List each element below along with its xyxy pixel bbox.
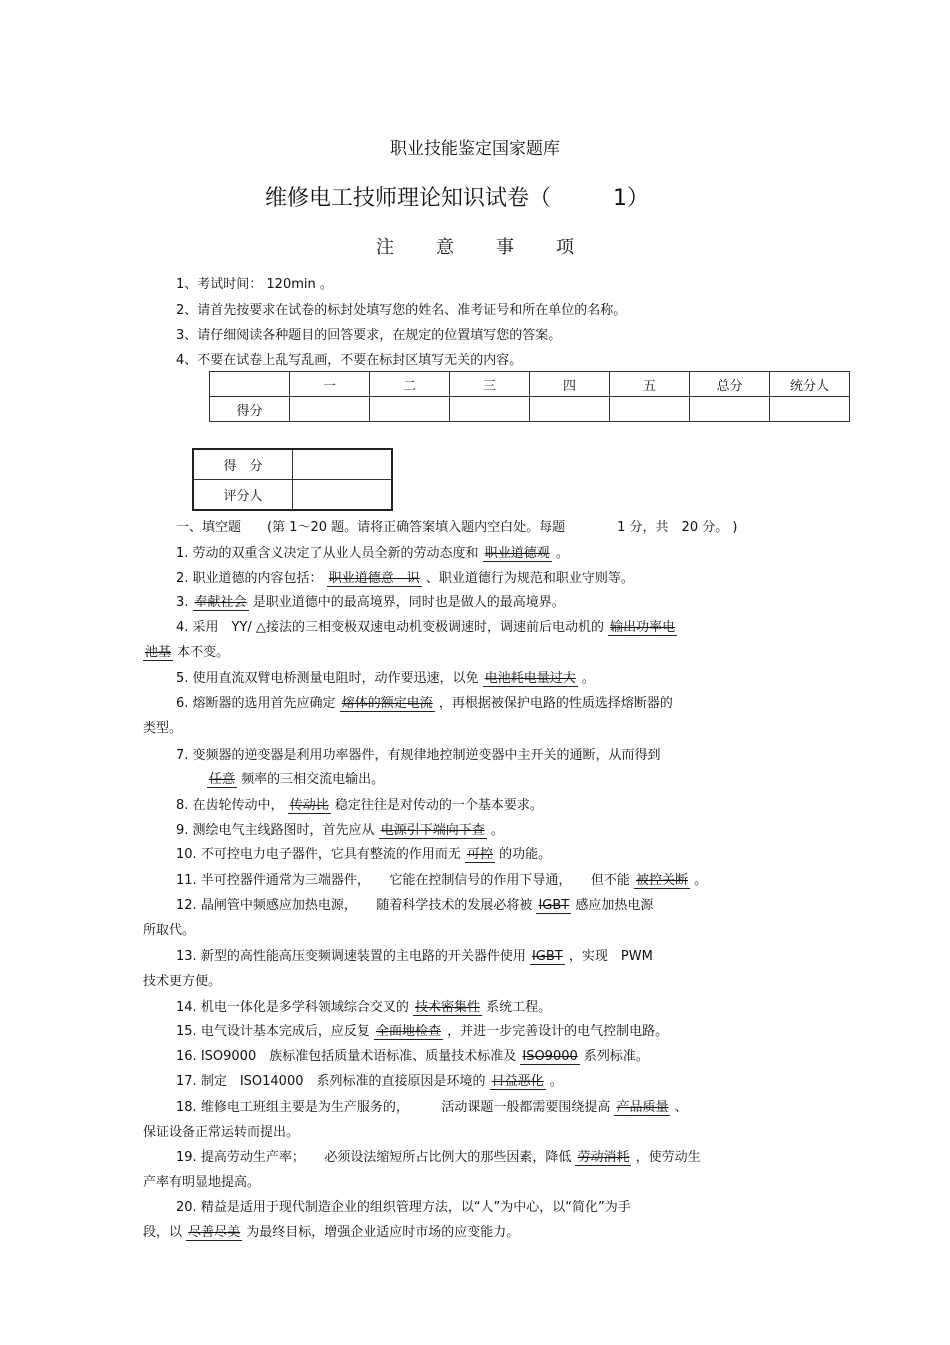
score-table <box>209 371 850 422</box>
score-header-cell: 四 <box>530 372 610 397</box>
question-line <box>176 1045 649 1064</box>
question-text: 在齿轮传动中， <box>192 798 284 813</box>
question-line <box>176 591 565 610</box>
instruction-3: 3、请仔细阅读各种题目的回答要求，在规定的位置填写您的答案。 <box>176 328 562 343</box>
question-number: 4. <box>176 620 193 635</box>
score-cell <box>370 397 450 422</box>
question-text: 不可控电力电子器件，它具有整流的作用而无 <box>200 847 461 862</box>
question-text-after: 产率有明显地提高。 <box>143 1175 261 1190</box>
question-text: 电气设计基本完成后，应反复 <box>200 1024 370 1039</box>
question-continuation <box>143 970 221 989</box>
question-text-after: ，再根据被保护电路的性质选择熔断器的 <box>438 696 673 711</box>
question-number: 14. <box>176 1000 201 1015</box>
score-header-cell: 统分人 <box>770 372 850 397</box>
score-cell <box>770 397 850 422</box>
answer-blank: 全面地检查 <box>375 1024 441 1039</box>
answer-blank: 职业道德意 识 <box>328 571 420 586</box>
question-line <box>176 1070 563 1089</box>
question-line <box>176 667 595 686</box>
answer-blank: 奉献社会 <box>194 595 247 610</box>
question-line <box>176 794 543 813</box>
answer-blank: 池基 <box>145 645 172 660</box>
question-number: 20. <box>176 1200 201 1215</box>
question-text: 熔断器的选用首先应确定 <box>192 696 336 711</box>
question-line <box>176 869 707 888</box>
grader-score-label: 得 分 <box>193 449 293 480</box>
answer-blank: IGBT <box>531 949 563 964</box>
question-line <box>176 1096 688 1115</box>
score-table-score-row <box>210 397 850 422</box>
score-table-header-row <box>210 372 850 397</box>
answer-blank: 熔体的额定电流 <box>341 696 433 711</box>
question-continuation <box>143 641 229 660</box>
answer-blank: 任意 <box>209 772 236 787</box>
answer-blank: 职业道德观 <box>484 546 550 561</box>
question-number: 17. <box>176 1074 201 1089</box>
question-text: 维修电工班组主要是为生产服务的， 活动课题一般都需要围绕提高 <box>200 1100 611 1115</box>
question-number: 12. <box>176 898 201 913</box>
answer-blank: 劳动消耗 <box>577 1150 630 1165</box>
instruction-4: 4、不要在试卷上乱写乱画，不要在标封区填写无关的内容。 <box>176 353 523 368</box>
question-number: 8. <box>176 798 193 813</box>
question-text-after: ，并进一步完善设计的电气控制电路。 <box>447 1024 669 1039</box>
question-continuation <box>207 768 384 787</box>
question-text-after: 本不变。 <box>177 645 230 660</box>
question-text-after: 类型。 <box>143 721 183 736</box>
question-line <box>176 1196 631 1215</box>
question-line <box>176 692 673 711</box>
question-number: 5. <box>176 671 193 686</box>
question-text-after: 。 <box>581 671 595 686</box>
question-line <box>176 567 634 586</box>
grader-score-cell <box>293 449 393 480</box>
question-line <box>176 542 569 561</box>
score-cell <box>690 397 770 422</box>
question-text: 机电一体化是多学科领域综合交叉的 <box>200 1000 409 1015</box>
score-header-cell: 五 <box>610 372 690 397</box>
question-text: 精益是适用于现代制造企业的组织管理方法，以“人”为中心，以“简化”为手 <box>200 1200 631 1215</box>
score-row-label: 得分 <box>210 397 290 422</box>
question-number: 3. <box>176 595 193 610</box>
question-number: 13. <box>176 949 201 964</box>
question-text-after: ，使劳动生 <box>635 1150 701 1165</box>
question-line <box>176 1146 701 1165</box>
question-line <box>176 894 653 913</box>
question-text-after: 系列标准。 <box>583 1049 649 1064</box>
question-text-after: 为最终目标，增强企业适应时市场的应变能力。 <box>246 1225 520 1240</box>
question-text: ISO9000 族标准包括质量术语标准、质量技术标准及 <box>200 1049 517 1064</box>
question-continuation <box>143 1121 299 1140</box>
question-continuation <box>143 919 195 938</box>
question-text: 采用 YY/ △接法的三相变极双速电动机变极调速时，调速前后电动机的 <box>192 620 604 635</box>
question-text-after: 。 <box>555 546 569 561</box>
question-text-after: 、 <box>674 1100 688 1115</box>
question-text: 使用直流双臂电桥测量电阻时，动作要迅速，以免 <box>192 671 479 686</box>
question-text-after: 所取代。 <box>143 923 196 938</box>
score-cell <box>290 397 370 422</box>
question-number: 1. <box>176 546 193 561</box>
answer-blank: ISO9000 <box>522 1049 578 1064</box>
answer-blank: 可控 <box>466 847 493 862</box>
question-line <box>176 616 677 635</box>
question-number: 16. <box>176 1049 201 1064</box>
exam-title-main: 维修电工技师理论知识试卷（ <box>265 186 552 211</box>
grader-name-cell <box>293 480 393 511</box>
question-text: 晶闸管中频感应加热电源， 随着科学技术的发展必将被 <box>200 898 533 913</box>
instruction-2: 2、请首先按要求在试卷的标封处填写您的姓名、准考证号和所在单位的名称。 <box>176 303 627 318</box>
question-line <box>176 945 653 964</box>
question-text-after: ，实现 PWM <box>568 949 653 964</box>
question-text: 半可控器件通常为三端器件， 它能在控制信号的作用下导通， 但不能 <box>200 873 630 888</box>
question-text-after: 是职业道德中的最高境界，同时也是做人的最高境界。 <box>252 595 565 610</box>
question-number: 19. <box>176 1150 201 1165</box>
question-text: 新型的高性能高压变频调速装置的主电路的开关器件使用 <box>200 949 526 964</box>
question-text-after: 感应加热电源 <box>575 898 654 913</box>
answer-blank: 产品质量 <box>616 1100 669 1115</box>
grader-name-label: 评分人 <box>193 480 293 511</box>
question-number: 15. <box>176 1024 201 1039</box>
answer-blank: 被控关断 <box>635 873 688 888</box>
answer-blank: 尽善尽美 <box>188 1225 241 1240</box>
score-cell <box>450 397 530 422</box>
question-continuation <box>143 717 182 736</box>
supertitle: 职业技能鉴定国家题库 <box>390 139 560 159</box>
notice-heading: 注意事项 <box>376 237 616 258</box>
question-text: 制定 ISO14000 系列标准的直接原因是环境的 <box>200 1074 486 1089</box>
question-text-after: 、职业道德行为规范和职业守则等。 <box>425 571 634 586</box>
question-line <box>176 843 551 862</box>
question-number: 2. <box>176 571 193 586</box>
answer-blank: IGBT <box>538 898 570 913</box>
question-text-after: 。 <box>694 873 708 888</box>
question-number: 11. <box>176 873 201 888</box>
question-text: 职业道德的内容包括： <box>192 571 323 586</box>
question-text: 测绘电气主线路图时，首先应从 <box>192 823 375 838</box>
question-text: 劳动的双重含义决定了从业人员全新的劳动态度和 <box>192 546 479 561</box>
score-header-cell: 二 <box>370 372 450 397</box>
answer-blank: 传动比 <box>289 798 329 813</box>
question-line <box>176 744 661 763</box>
answer-blank: 日益恶化 <box>491 1074 544 1089</box>
score-cell <box>530 397 610 422</box>
question-number: 6. <box>176 696 193 711</box>
question-text-after: 技术更方便。 <box>143 974 222 989</box>
question-line <box>176 1020 668 1039</box>
score-header-cell: 一 <box>290 372 370 397</box>
question-text-after: 稳定往往是对传动的一个基本要求。 <box>334 798 543 813</box>
question-number: 7. <box>176 748 193 763</box>
score-header-cell <box>210 372 290 397</box>
answer-blank: 输出功率电 <box>610 620 676 635</box>
question-line <box>176 996 551 1015</box>
score-header-cell: 总分 <box>690 372 770 397</box>
score-cell <box>610 397 690 422</box>
grader-table <box>192 448 393 511</box>
answer-blank: 电池耗电量过大 <box>484 671 576 686</box>
question-continuation <box>143 1171 260 1190</box>
score-header-cell: 三 <box>450 372 530 397</box>
question-text-after: 。 <box>549 1074 563 1089</box>
answer-blank: 技术密集性 <box>414 1000 480 1015</box>
question-text: 提高劳动生产率； 必须设法缩短所占比例大的那些因素，降低 <box>200 1150 572 1165</box>
section-heading: 一、填空题 (第 1～20 题。请将正确答案填入题内空白处。每题 1 分，共 20 分。 ) <box>176 520 738 535</box>
question-text-after: 的功能。 <box>499 847 552 862</box>
question-continuation <box>143 1221 519 1240</box>
question-text: 变频器的逆变器是利用功率器件，有规律地控制逆变器中主开关的通断，从而得到 <box>192 748 661 763</box>
answer-blank: 电源引下端向下查 <box>380 823 485 838</box>
question-text: 段，以 <box>143 1225 187 1240</box>
exam-title-number: 1） <box>613 186 650 211</box>
question-number: 10. <box>176 847 201 862</box>
question-line <box>176 819 504 838</box>
question-number: 18. <box>176 1100 201 1115</box>
exam-title <box>265 181 649 212</box>
question-text-after: 系统工程。 <box>486 1000 552 1015</box>
question-text-after: 。 <box>490 823 504 838</box>
instruction-1: 1、考试时间： 120min 。 <box>176 277 333 292</box>
question-number: 9. <box>176 823 193 838</box>
question-text-after: 保证设备正常运转而提出。 <box>143 1125 300 1140</box>
question-text-after: 频率的三相交流电输出。 <box>241 772 385 787</box>
